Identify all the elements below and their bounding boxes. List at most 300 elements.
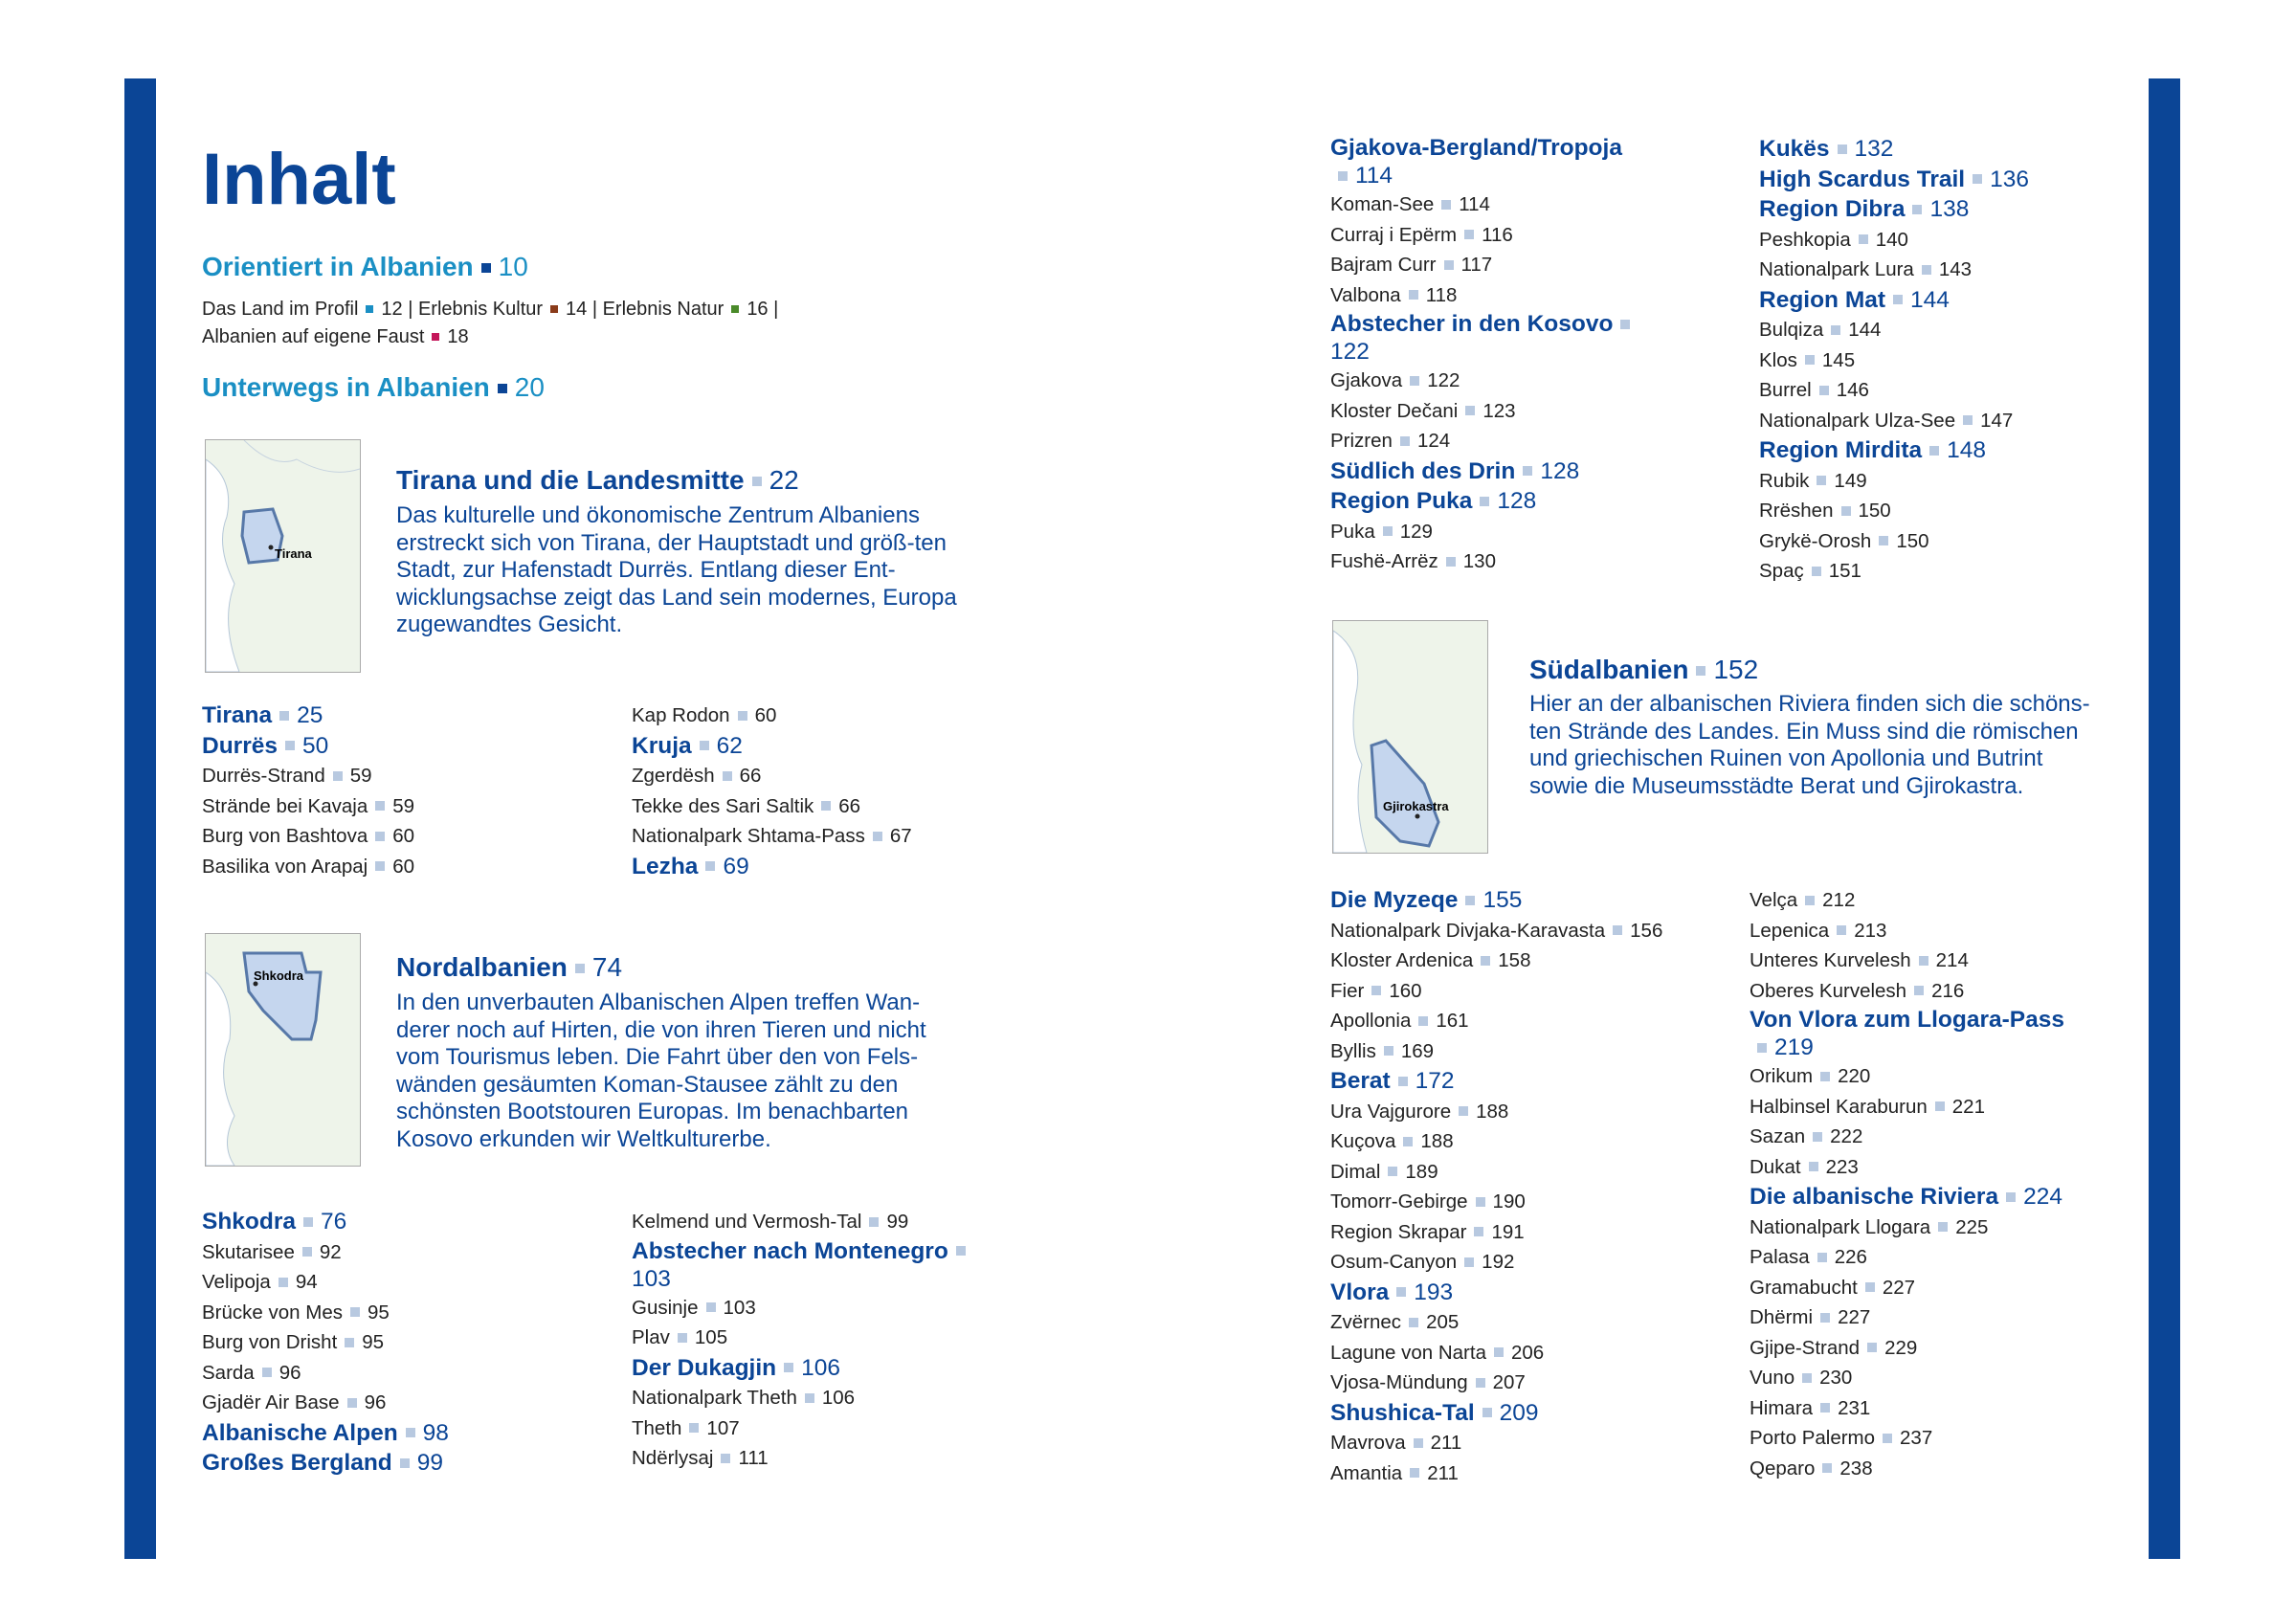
toc-entry[interactable] [1750,945,2065,976]
toc-entry[interactable] [1759,466,2029,497]
toc-entry-title: Amantia [1330,1461,1403,1484]
page-marker [1973,174,1982,184]
toc-entry-title: Nationalpark Divjaka-Karavasta [1330,919,1606,942]
page-marker [1383,526,1393,536]
toc-column-nord-2 [632,1207,986,1474]
page-marker [1465,896,1475,905]
toc-entry-title: Lezha [632,853,699,879]
page-marker [1938,1222,1948,1232]
toc-entry[interactable] [1330,426,1646,456]
region-map-sued [1332,620,1488,854]
toc-heading-entry[interactable] [1330,1398,1662,1429]
toc-entry-title: Lepenica [1750,919,1830,942]
toc-entry-page: 211 [1430,1432,1462,1454]
toc-entry-title: Großes Bergland [202,1450,392,1476]
toc-entry[interactable] [202,1388,449,1418]
toc-entry[interactable] [632,1443,986,1474]
page-marker [1805,355,1815,365]
toc-entry[interactable] [1330,1428,1662,1458]
toc-entry-title: Gjakova-Bergland/Tropoja [1330,135,1622,161]
page-marker [678,1333,687,1343]
toc-heading-entry[interactable] [1330,456,1646,487]
toc-entry[interactable] [1750,1302,2065,1333]
marker [550,305,558,313]
toc-heading-entry[interactable] [202,731,414,762]
page-marker [1922,265,1931,275]
toc-entry[interactable] [1750,1363,2065,1393]
toc-entry-title: Porto Palermo [1750,1427,1876,1449]
section-orientiert[interactable] [202,252,528,282]
toc-entry-title: Dukat [1750,1155,1801,1178]
toc-entry-title: Kelmend und Vermosh-Tal [632,1211,862,1233]
page-marker [1444,260,1454,270]
toc-entry-page: 146 [1836,379,1869,401]
page-marker [1819,386,1829,395]
toc-column-right-2 [1759,134,2029,587]
toc-entry-title: Zvërnec [1330,1311,1402,1333]
toc-entry-page: 238 [1839,1457,1873,1479]
map-label-shkodra: Shkodra [254,968,304,983]
toc-entry[interactable] [1330,280,1646,311]
page-marker [869,1217,879,1227]
toc-entry[interactable] [1330,1338,1662,1368]
toc-entry-page: 116 [1482,223,1513,246]
toc-entry-title: Durrës-Strand [202,765,325,787]
toc-entry-title: Plav [632,1326,670,1348]
toc-entry-page: 66 [739,765,762,787]
toc-column-sued-1 [1330,885,1662,1488]
toc-entry-title: Dhërmi [1750,1306,1814,1328]
toc-entry-page: 227 [1882,1276,1916,1299]
toc-entry-page: 107 [706,1416,740,1439]
toc-entry-title: Basilika von Arapaj [202,855,368,878]
toc-entry-title: Nationalpark Shtama-Pass [632,825,865,847]
toc-entry[interactable] [202,1327,449,1358]
section-unterwegs[interactable] [202,372,545,403]
toc-entry-page: 25 [297,702,323,728]
toc-entry-page: 143 [1938,258,1973,280]
toc-entry[interactable] [1330,1217,1662,1248]
toc-entry-title: Kukës [1759,136,1830,162]
toc-entry-title: Spaç [1759,560,1804,582]
page-marker [1914,986,1924,995]
page-marker [1446,557,1456,567]
toc-entry[interactable] [1750,1393,2065,1424]
toc-entry-page: 150 [1896,529,1929,552]
toc-heading-entry[interactable] [1750,1182,2065,1212]
page-title: Inhalt [202,139,396,220]
toc-entry-page: 145 [1821,348,1856,371]
page-marker [956,1246,966,1256]
toc-entry-title: Kap Rodon [632,704,730,726]
toc-entry-title: Unteres Kurvelesh [1750,949,1911,971]
region-tirana-desc: Das kulturelle und ökonomische Zentrum Albaniens erstreckt sich von Tirana, der Hauptstadt und größ-ten Stadt, zur Hafenstadt Durrës. Entlang dieser Ent-wicklungsachse zeigt das Land sein modernes, Europa zugewandtes Gesicht. [396,502,957,637]
toc-entry[interactable] [1330,916,1662,946]
toc-entry-title: Velça [1750,889,1798,911]
toc-entry-page: 69 [723,853,749,879]
page-marker [1831,325,1840,335]
toc-entry-title: Koman-See [1330,193,1435,215]
toc-entry[interactable] [632,1323,986,1353]
page-marker [1912,205,1922,214]
page-marker [723,771,732,781]
page-marker [1403,1137,1413,1146]
toc-entry-title: Durrës [202,732,278,759]
page-marker [303,1217,313,1227]
toc-entry[interactable] [632,1413,986,1444]
page-marker [1620,320,1630,329]
toc-entry[interactable] [1330,1247,1662,1278]
toc-entry-page: 229 [1884,1336,1918,1359]
profile-item[interactable]: Das Land im Profil [202,299,359,320]
region-map-tirana [205,439,361,673]
toc-entry-title: Curraj i Epërm [1330,223,1458,246]
toc-entry-title: Vjosa-Mündung [1330,1371,1468,1393]
toc-entry-title: Sarda [202,1361,255,1384]
region-nord-label: Nordalbanien [396,952,568,982]
toc-entry-title: Skutarisee [202,1240,295,1263]
toc-entry-title: Orikum [1750,1065,1814,1087]
region-sued-page: 152 [1713,655,1759,684]
toc-heading-entry[interactable] [1759,285,2029,316]
page-marker [375,801,385,811]
page-marker [1929,446,1939,456]
marker [432,333,439,341]
toc-entry-page: 231 [1838,1396,1871,1419]
toc-entry-title: Berat [1330,1068,1391,1094]
toc-entry[interactable] [1750,1122,2065,1152]
page-marker [1802,1373,1812,1383]
toc-entry-page: 140 [1875,228,1908,251]
toc-entry-page: 191 [1491,1220,1525,1243]
page-marker [821,801,831,811]
page-marker [1396,1287,1406,1297]
page-marker [279,711,289,721]
profile-item[interactable]: Erlebnis Kultur [417,299,544,320]
toc-entry-page: 213 [1854,919,1887,942]
toc-entry-page: 76 [321,1209,347,1235]
toc-entry[interactable] [202,761,414,791]
toc-entry-title: Rrëshen [1759,500,1834,522]
toc-entry-page: 172 [1415,1068,1455,1094]
toc-entry[interactable] [1750,1333,2065,1364]
toc-entry-page: 149 [1834,469,1867,492]
toc-heading-entry[interactable] [1330,310,1646,366]
toc-entry-page: 169 [1400,1039,1435,1062]
toc-entry[interactable] [1759,496,2029,526]
page-marker [1480,497,1489,506]
toc-entry-title: Klos [1759,348,1797,371]
toc-heading-entry[interactable] [1759,435,2029,466]
toc-entry-title: Strände bei Kavaja [202,794,368,817]
toc-entry-title: Fier [1330,979,1365,1002]
toc-entry-title: Bulqiza [1759,319,1824,341]
toc-entry-page: 122 [1427,369,1460,391]
map-label-gjirokastra: Gjirokastra [1383,799,1449,813]
toc-entry[interactable] [1330,250,1646,280]
toc-entry-page: 156 [1630,919,1663,942]
toc-heading-entry[interactable] [1759,165,2029,195]
toc-entry[interactable] [1330,945,1662,976]
section-orientiert-page: 10 [498,252,528,281]
toc-entry-title: Theth [632,1416,682,1439]
toc-entry-page: 223 [1825,1155,1859,1178]
page-marker [1418,1016,1428,1026]
section-orientiert-label: Orientiert in Albanien [202,252,474,281]
page-marker [350,1307,360,1317]
toc-entry-title: Gjadër Air Base [202,1391,340,1413]
page-marker [738,711,747,721]
toc-entry-page: 155 [1482,887,1523,913]
toc-entry[interactable] [1330,220,1646,251]
region-tirana-title[interactable] [396,465,799,496]
page-marker [1476,1378,1485,1388]
page-marker [1481,956,1490,966]
toc-entry-title: Osum-Canyon [1330,1251,1458,1273]
toc-entry-title: Byllis [1330,1039,1376,1062]
toc-entry-title: Ura Vajgurore [1330,1100,1452,1123]
toc-entry[interactable] [202,852,414,882]
page-marker [2006,1192,2016,1202]
toc-entry-title: Tirana [202,702,273,728]
toc-entry[interactable] [1759,225,2029,256]
page-marker [406,1428,415,1437]
toc-entry-title: Südlich des Drin [1330,457,1516,484]
toc-entry[interactable] [1759,345,2029,376]
toc-entry[interactable] [1750,1273,2065,1303]
toc-entry[interactable] [1750,1454,2065,1484]
profile-page: 12 [381,299,403,320]
toc-heading-entry[interactable] [1330,1066,1662,1097]
toc-heading-entry[interactable] [1759,134,2029,165]
page-marker [1414,1438,1423,1448]
toc-entry[interactable] [1330,1036,1662,1067]
toc-heading-entry[interactable] [1759,194,2029,225]
toc-entry[interactable] [1330,1157,1662,1188]
toc-entry[interactable] [1330,1307,1662,1338]
toc-entry-page: 190 [1492,1190,1526,1212]
page-marker [347,1398,357,1408]
toc-entry-page: 144 [1910,286,1950,313]
toc-entry-page: 206 [1510,1341,1545,1364]
toc-entry[interactable] [1330,976,1662,1007]
toc-entry[interactable] [1759,375,2029,406]
toc-entry-page: 151 [1828,560,1861,582]
toc-entry-page: 94 [295,1271,318,1293]
page-marker [1338,171,1348,181]
toc-entry-page: 122 [1330,339,1370,365]
toc-entry-page: 99 [416,1450,444,1476]
toc-entry[interactable] [202,1298,449,1328]
toc-entry-page: 148 [1947,437,1987,463]
toc-entry[interactable] [632,791,912,822]
toc-entry-title: Tekke des Sari Saltik [632,794,814,817]
page-marker [1410,376,1419,386]
toc-entry[interactable] [632,1207,986,1237]
page-marker [784,1363,793,1372]
toc-entry-title: Nationalpark Llogara [1750,1215,1931,1238]
toc-entry[interactable] [1750,885,2065,916]
profile-item[interactable]: Albanien auf eigene Faust [202,326,425,347]
toc-entry-title: Kloster Dečani [1330,399,1459,422]
toc-entry[interactable] [1750,1242,2065,1273]
toc-entry[interactable] [1750,976,2065,1007]
toc-entry-page: 226 [1834,1246,1867,1268]
page-marker [1805,896,1815,905]
toc-heading-entry[interactable] [202,1418,449,1449]
toc-entry-page: 66 [838,794,861,817]
page-marker [1841,506,1851,516]
page-marker [1879,536,1888,545]
toc-entry-page: 224 [2023,1184,2062,1210]
page-marker [1476,1197,1485,1207]
toc-entry[interactable] [632,761,912,791]
page-marker [700,741,709,750]
toc-entry[interactable] [632,1293,986,1324]
toc-entry[interactable] [202,821,414,852]
toc-entry[interactable] [1330,189,1646,220]
toc-heading-entry[interactable] [1750,1006,2065,1061]
toc-entry-title: Shkodra [202,1209,297,1235]
toc-entry-page: 60 [392,855,415,878]
toc-entry[interactable] [1759,526,2029,557]
toc-entry[interactable] [1330,1006,1662,1036]
toc-entry[interactable] [1759,255,2029,285]
toc-entry-title: Tomorr-Gebirge [1330,1190,1468,1212]
toc-heading-entry[interactable] [632,852,912,882]
toc-entry[interactable] [202,1237,449,1268]
toc-entry-title: Rubik [1759,469,1810,492]
toc-entry-page: 192 [1482,1251,1515,1273]
toc-entry-title: Burg von Drisht [202,1331,338,1353]
toc-entry-title: Abstecher in den Kosovo [1330,311,1614,337]
profile-item[interactable]: Erlebnis Natur [602,299,724,320]
toc-entry-page: 114 [1459,193,1490,215]
toc-heading-entry[interactable] [1330,1278,1662,1308]
toc-column-tirana-2 [632,701,912,881]
page-marker [1400,436,1410,446]
toc-entry-page: 214 [1935,949,1969,971]
page-marker [705,861,715,871]
toc-heading-entry[interactable] [1330,486,1646,517]
region-tirana-page: 22 [769,465,799,495]
toc-entry[interactable] [1750,1152,2065,1183]
page-marker [285,741,295,750]
toc-entry[interactable] [1330,366,1646,396]
section-unterwegs-label: Unterwegs in Albanien [202,372,490,402]
toc-entry[interactable] [1759,315,2029,345]
toc-entry-title: Apollonia [1330,1010,1412,1032]
toc-entry-title: Puka [1330,520,1375,543]
toc-entry-title: Grykë-Orosh [1759,529,1872,552]
toc-entry-title: Nationalpark Theth [632,1387,797,1409]
toc-entry[interactable] [1750,1061,2065,1092]
page-marker [302,1247,312,1257]
toc-entry-page: 189 [1405,1160,1438,1183]
toc-entry-title: Der Dukagjin [632,1354,777,1381]
toc-entry-title: Abstecher nach Montenegro [632,1237,948,1264]
toc-entry-page: 117 [1460,254,1493,276]
toc-heading-entry[interactable] [1330,134,1646,189]
toc-entry-title: Region Puka [1330,488,1473,514]
region-sued-title[interactable] [1529,655,1758,685]
toc-entry[interactable] [632,1383,986,1413]
toc-entry-title: Himara [1750,1396,1814,1419]
page-marker [1757,1043,1767,1053]
toc-entry-page: 59 [349,765,372,787]
toc-entry-page: 105 [694,1326,728,1348]
toc-column-right-1 [1330,134,1646,577]
toc-entry[interactable] [1330,1187,1662,1217]
toc-entry-title: Bajram Curr [1330,254,1437,276]
page-marker [805,1393,814,1403]
toc-entry-title: Palasa [1750,1246,1810,1268]
toc-entry[interactable] [1330,1368,1662,1398]
toc-entry[interactable] [1330,517,1646,547]
toc-entry-title: Gjipe-Strand [1750,1336,1861,1359]
toc-entry[interactable] [202,1358,449,1389]
page-marker [1822,1463,1832,1473]
toc-heading-entry[interactable] [632,1237,986,1293]
toc-entry[interactable] [1759,406,2029,436]
toc-entry-page: 96 [279,1361,301,1384]
page-marker [1883,1434,1892,1443]
region-tirana-label: Tirana und die Landesmitte [396,465,745,495]
toc-entry[interactable] [1750,1212,2065,1243]
toc-entry[interactable] [632,701,912,731]
toc-entry[interactable] [1330,1126,1662,1157]
toc-entry-page: 225 [1955,1215,1989,1238]
toc-heading-entry[interactable] [202,701,414,731]
toc-entry-title: Brücke von Mes [202,1301,343,1324]
toc-entry[interactable] [1330,546,1646,577]
toc-heading-entry[interactable] [632,1353,986,1384]
toc-entry[interactable] [1759,556,2029,587]
toc-entry[interactable] [632,821,912,852]
region-nord-page: 74 [591,952,623,982]
region-nord-title[interactable] [396,952,622,983]
toc-entry-title: Region Dibra [1759,196,1906,222]
toc-entry[interactable] [202,791,414,822]
toc-entry-page: 207 [1492,1371,1526,1393]
toc-heading-entry[interactable] [202,1207,449,1237]
region-sued-desc: Hier an der albanischen Riviera finden sich die schöns-ten Strände des Landes. Ein Muss sind die römischen und griechischen Ruinen von Apollonia und Butrint sowie die Museumsstädte Berat und Gjirokastra. [1529,691,2090,799]
left-edge-bar [124,78,156,1559]
toc-entry[interactable] [1750,916,2065,946]
toc-entry[interactable] [1750,1092,2065,1123]
toc-entry[interactable] [202,1267,449,1298]
page-marker [279,1278,288,1287]
section-unterwegs-page: 20 [514,372,545,402]
toc-entry[interactable] [1750,1423,2065,1454]
toc-entry[interactable] [1330,1097,1662,1127]
toc-entry-title: Vlora [1330,1279,1390,1305]
toc-entry-page: 144 [1848,319,1882,341]
toc-entry-page: 129 [1399,520,1433,543]
toc-heading-entry[interactable] [1330,885,1662,916]
toc-entry-title: Region Skrapar [1330,1220,1467,1243]
toc-entry[interactable] [1330,396,1646,427]
region-sued-label: Südalbanien [1529,655,1689,684]
toc-entry[interactable] [1330,1458,1662,1489]
toc-heading-entry[interactable] [202,1448,449,1479]
toc-entry-page: 211 [1427,1461,1459,1484]
toc-entry-page: 132 [1854,136,1894,162]
toc-heading-entry[interactable] [632,731,912,762]
region-map-nord [205,933,361,1167]
toc-entry-page: 103 [723,1296,756,1319]
page-marker [1398,1077,1408,1086]
